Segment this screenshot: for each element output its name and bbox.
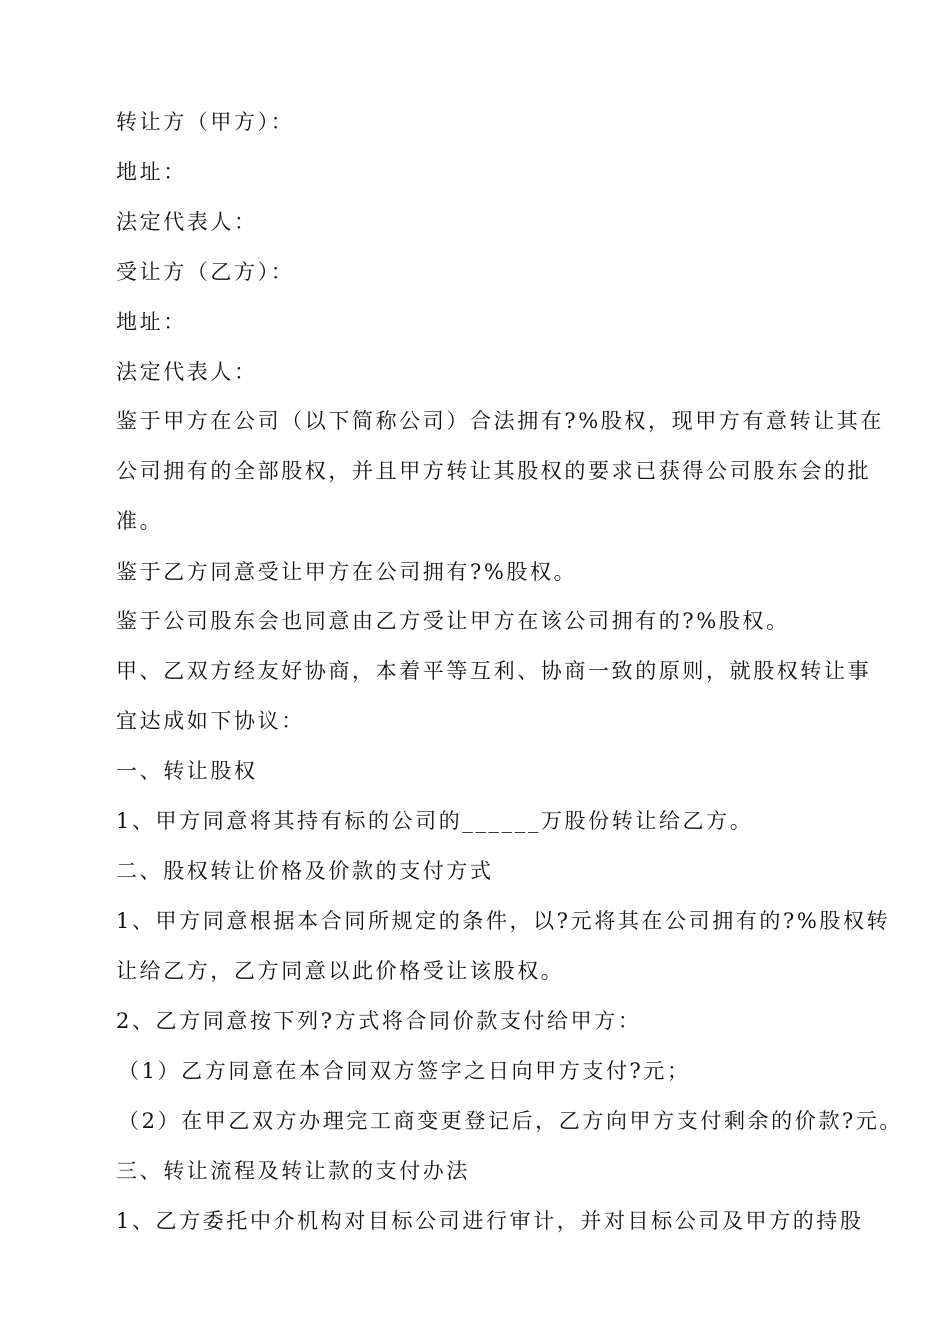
recital-1-line-1: 鉴于甲方在公司（以下简称公司）合法拥有?%股权，现甲方有意转让其在: [116, 409, 885, 433]
transferee-legal-rep-label: 法定代表人：: [116, 360, 258, 384]
transferee-label: 受让方（乙方）：: [116, 260, 295, 284]
section-2-heading: 二、股权转让价格及价款的支付方式: [116, 859, 494, 883]
section-2-clause-1-line-1: 1、甲方同意根据本合同所规定的条件，以?元将其在公司拥有的?%股权转: [116, 909, 891, 933]
recital-1-line-2: 公司拥有的全部股权，并且甲方转让其股权的要求已获得公司股东会的批: [116, 459, 872, 483]
section-2-clause-1-line-2: 让给乙方，乙方同意以此价格受让该股权。: [116, 959, 565, 983]
section-1-heading: 一、转让股权: [116, 759, 258, 783]
transferor-address-label: 地址：: [116, 160, 187, 184]
section-1-clause-1: 1、甲方同意将其持有标的公司的______万股份转让给乙方。: [116, 809, 754, 833]
recital-3: 鉴于公司股东会也同意由乙方受让甲方在该公司拥有的?%股权。: [116, 609, 790, 633]
transferor-label: 转让方（甲方）：: [116, 110, 295, 134]
recital-1-line-3: 准。: [116, 509, 164, 533]
section-2-clause-2: 2、乙方同意按下列?方式将合同价款支付给甲方：: [116, 1009, 642, 1033]
transferor-legal-rep-label: 法定代表人：: [116, 210, 258, 234]
section-2-clause-2-item-2: （2）在甲乙双方办理完工商变更登记后，乙方向甲方支付剩余的价款?元。: [118, 1109, 904, 1133]
preamble-line-2: 宜达成如下协议：: [116, 709, 305, 733]
section-3-heading: 三、转让流程及转让款的支付办法: [116, 1159, 470, 1183]
section-2-clause-2-item-1: （1）乙方同意在本合同双方签字之日向甲方支付?元；: [118, 1059, 691, 1083]
recital-2: 鉴于乙方同意受让甲方在公司拥有?%股权。: [116, 560, 578, 584]
section-3-clause-1-line-1: 1、乙方委托中介机构对目标公司进行审计，并对目标公司及甲方的持股: [116, 1209, 864, 1233]
preamble-line-1: 甲、乙双方经友好协商，本着平等互利、协商一致的原则，就股权转让事: [116, 659, 872, 683]
transferee-address-label: 地址：: [116, 310, 187, 334]
